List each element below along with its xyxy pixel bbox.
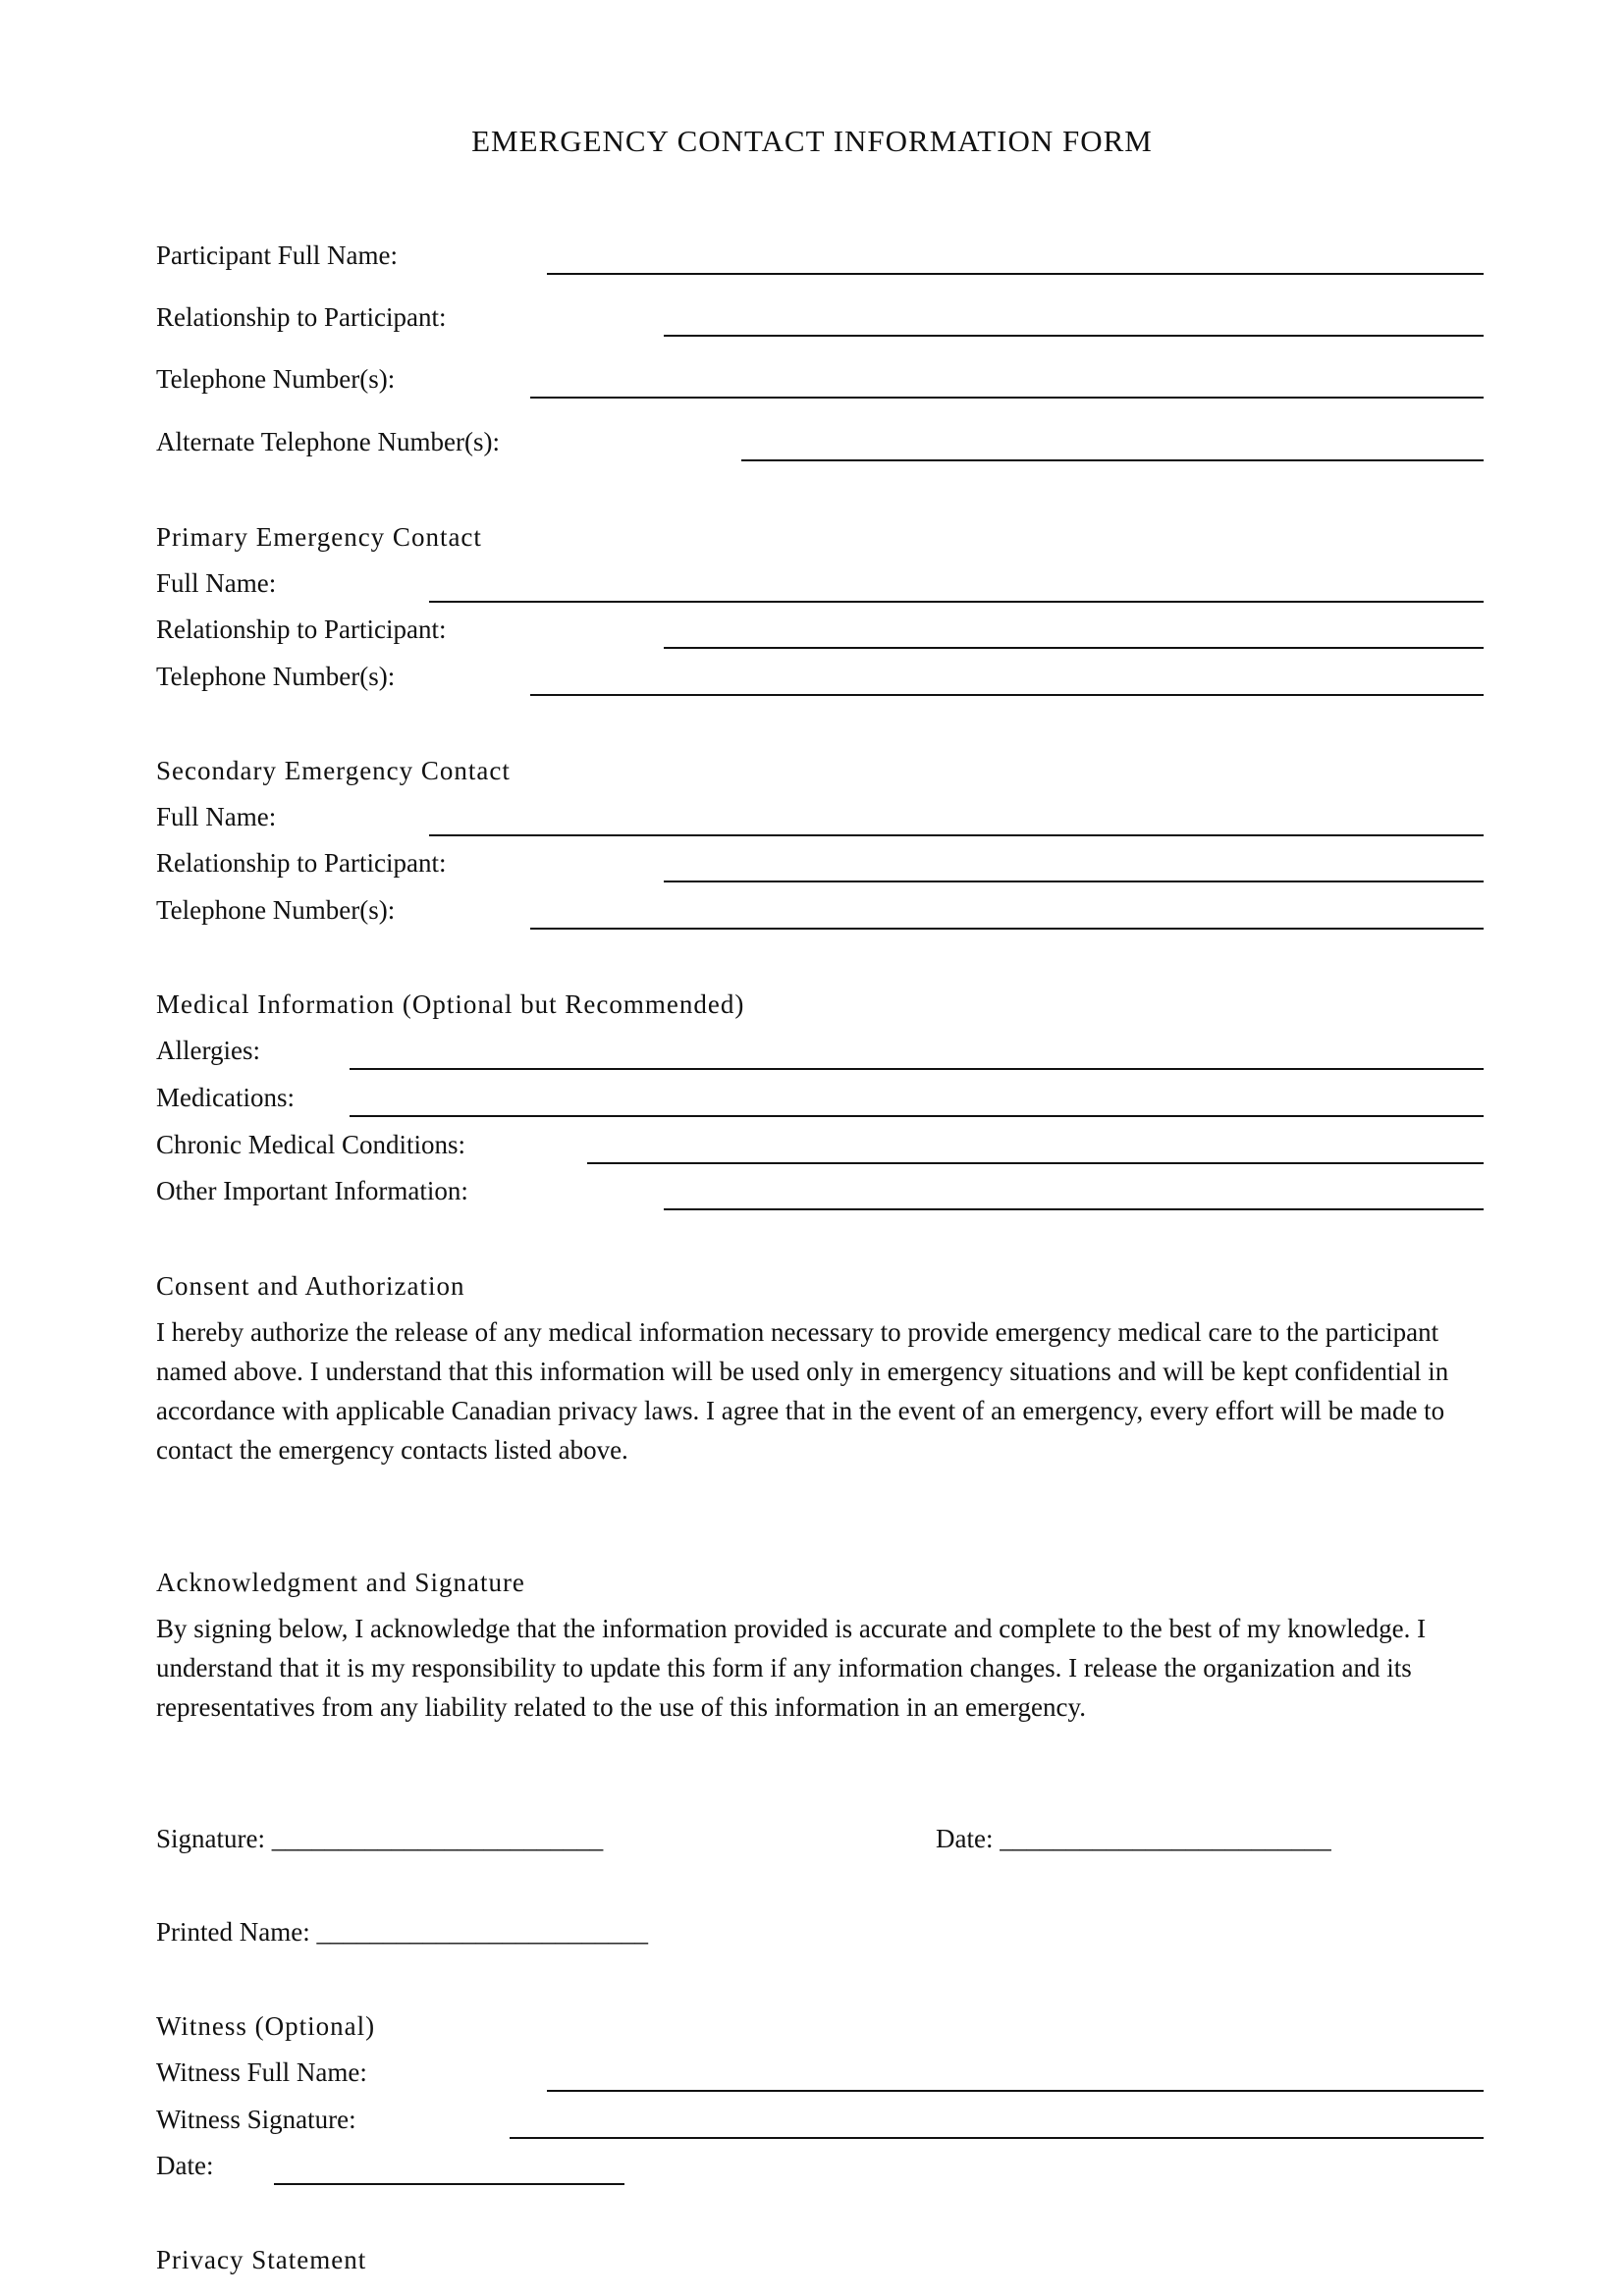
participant-relationship-row — [156, 297, 1484, 337]
other-info-field[interactable] — [664, 1208, 1484, 1210]
secondary-relationship-label: Relationship to Participant: — [156, 848, 447, 878]
primary-full-name-label: Full Name: — [156, 568, 277, 598]
medical-heading: Medical Information (Optional but Recommended) — [156, 989, 745, 1019]
privacy-heading: Privacy Statement — [156, 2245, 367, 2274]
consent-text: I hereby authorize the release of any medical information necessary to provide emergency medical care to the participant named above. I understand that this information will be used only in emergency situations and will be kept confidential in accordance with applicable Canadian privacy laws. I agree that in the event of an emergency, every effort will be made to contact the emergency contacts listed above. — [156, 1317, 1449, 1465]
chronic-conditions-field[interactable] — [587, 1162, 1484, 1164]
witness-full-name-row — [156, 2053, 1484, 2092]
chronic-conditions-label: Chronic Medical Conditions: — [156, 1130, 465, 1159]
witness-date-row — [156, 2146, 624, 2185]
participant-alt-telephone-field[interactable] — [741, 459, 1484, 461]
primary-telephone-row — [156, 657, 1484, 696]
signature-date-field[interactable]: Date: _________________________ — [936, 1824, 1331, 1853]
witness-signature-field[interactable] — [510, 2137, 1484, 2139]
primary-telephone-label: Telephone Number(s): — [156, 662, 396, 691]
witness-signature-label: Witness Signature: — [156, 2105, 356, 2134]
other-info-label: Other Important Information: — [156, 1176, 468, 1205]
secondary-full-name-row — [156, 797, 1484, 836]
secondary-telephone-row — [156, 890, 1484, 930]
medications-field[interactable] — [350, 1115, 1484, 1117]
participant-full-name-label: Participant Full Name: — [156, 240, 398, 270]
witness-date-field[interactable] — [274, 2183, 624, 2185]
secondary-relationship-field[interactable] — [664, 881, 1484, 882]
witness-full-name-field[interactable] — [547, 2090, 1484, 2092]
participant-alt-telephone-row — [156, 422, 1484, 461]
printed-name-field[interactable]: Printed Name: _________________________ — [156, 1917, 648, 1947]
participant-full-name-field[interactable] — [547, 273, 1484, 275]
participant-alt-telephone-label: Alternate Telephone Number(s): — [156, 427, 500, 456]
allergies-field[interactable] — [350, 1068, 1484, 1070]
form-title: EMERGENCY CONTACT INFORMATION FORM — [471, 124, 1153, 158]
medications-label: Medications: — [156, 1083, 295, 1112]
participant-telephone-field[interactable] — [530, 397, 1484, 399]
allergies-row — [156, 1031, 1484, 1070]
witness-date-label: Date: — [156, 2151, 214, 2180]
signature-field[interactable]: Signature: _________________________ — [156, 1824, 604, 1853]
participant-full-name-row — [156, 236, 1484, 275]
secondary-contact-heading: Secondary Emergency Contact — [156, 756, 511, 785]
primary-relationship-field[interactable] — [664, 647, 1484, 649]
witness-signature-row — [156, 2100, 1484, 2139]
participant-relationship-field[interactable] — [664, 335, 1484, 337]
participant-telephone-label: Telephone Number(s): — [156, 364, 396, 394]
secondary-telephone-field[interactable] — [530, 928, 1484, 930]
secondary-relationship-row — [156, 843, 1484, 882]
primary-full-name-row — [156, 563, 1484, 603]
primary-telephone-field[interactable] — [530, 694, 1484, 696]
witness-heading: Witness (Optional) — [156, 2011, 376, 2041]
primary-relationship-label: Relationship to Participant: — [156, 614, 447, 644]
secondary-full-name-label: Full Name: — [156, 802, 277, 831]
secondary-full-name-field[interactable] — [429, 834, 1484, 836]
medications-row — [156, 1078, 1484, 1117]
witness-full-name-label: Witness Full Name: — [156, 2057, 367, 2087]
chronic-conditions-row — [156, 1125, 1484, 1164]
primary-relationship-row — [156, 610, 1484, 649]
participant-telephone-row — [156, 359, 1484, 399]
secondary-telephone-label: Telephone Number(s): — [156, 895, 396, 925]
primary-full-name-field[interactable] — [429, 601, 1484, 603]
allergies-label: Allergies: — [156, 1036, 260, 1065]
acknowledgment-heading: Acknowledgment and Signature — [156, 1568, 525, 1597]
participant-relationship-label: Relationship to Participant: — [156, 302, 447, 332]
other-info-row — [156, 1171, 1484, 1210]
primary-contact-heading: Primary Emergency Contact — [156, 522, 482, 552]
acknowledgment-text: By signing below, I acknowledge that the information provided is accurate and complete to the best of my knowledge. I understand that it is my responsibility to update this form if any information changes. I release the organization and its representatives from any liability related to the use of this information in an emergency. — [156, 1614, 1427, 1722]
consent-heading: Consent and Authorization — [156, 1271, 465, 1301]
